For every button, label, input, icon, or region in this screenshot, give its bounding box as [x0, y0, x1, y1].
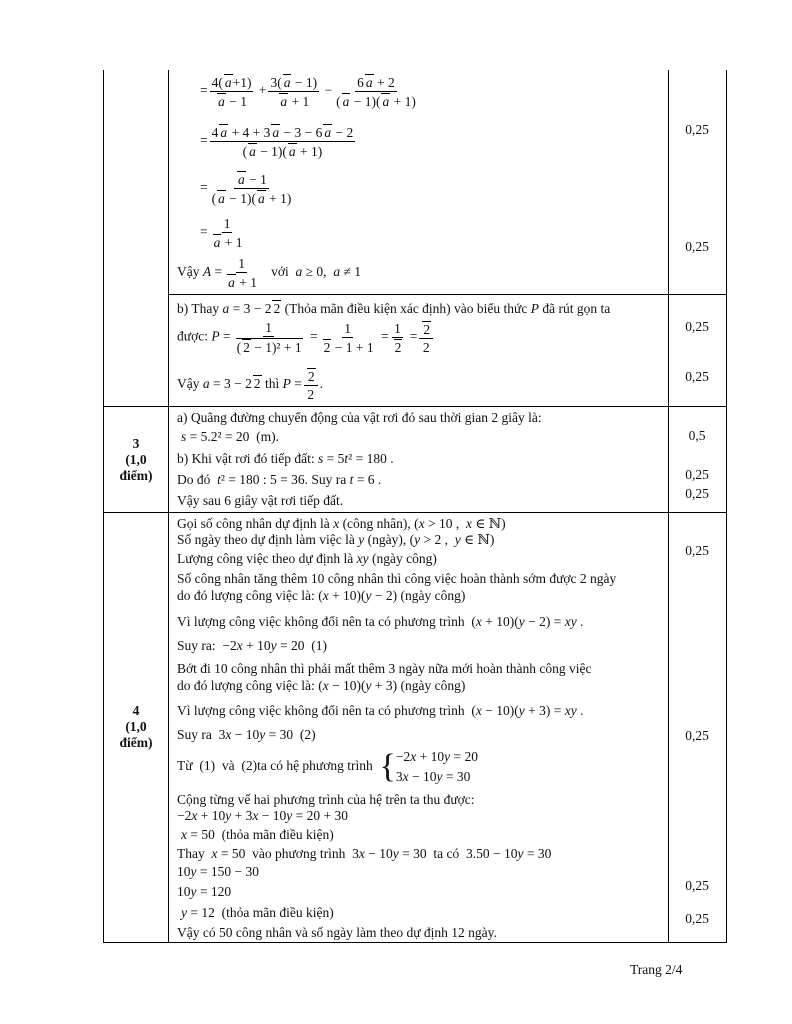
q4-line-14: −2x + 10y + 3x − 10y = 20 + 30 — [177, 808, 348, 823]
page-number: Trang 2/4 — [630, 962, 683, 977]
q4-line-2: Số ngày theo dự định làm việc là y (ngày), (y > 2 , y ∈ ℕ) — [177, 532, 495, 547]
table-border-left — [103, 70, 104, 943]
conclusion-2a: Vậy A = $\frac{1}{a + 1}$ với a ≥ 0, a ≠ 1 — [177, 256, 361, 290]
question-3-label — [104, 436, 168, 484]
answer-2b-vay: Vậy — [177, 376, 200, 392]
q4-l5-text: do đó lượng công việc là: — [177, 588, 315, 603]
answer-2b-text2: (Thỏa mãn điều kiện xác định) vào biểu thức — [284, 301, 528, 316]
q4-l11-text: Suy ra — [177, 727, 212, 742]
q4-line-5: do đó lượng công việc là: (x + 10)(y − 2) (ngày công) — [177, 588, 466, 603]
row-divider-q4 — [103, 512, 726, 513]
q4-l16-text: Thay — [177, 846, 205, 861]
q4-l15b-text: (thỏa mãn điều kiện) — [221, 827, 334, 842]
q4-l10-text: Vì lượng công việc không đổi nên ta có phương trình — [177, 703, 465, 718]
equation-step-3: = $\frac{a - 1}{( a - 1)( a + 1)}$ — [200, 172, 292, 206]
vay-label: Vậy — [177, 264, 200, 280]
table-divider-2 — [668, 70, 669, 943]
q4-line-20: Vậy có 50 công nhân và số ngày làm theo dự định 12 ngày. — [177, 925, 497, 940]
q3-b-line: b) Khi vật rơi đó tiếp đất: s = 5t² = 180 . — [177, 451, 394, 466]
answer-2b-text1: b) Thay — [177, 301, 220, 316]
score-3a: 0,5 — [688, 428, 706, 443]
q4-line-9: do đó lượng công việc là: (x − 10)(y + 3) (ngày công) — [177, 678, 466, 693]
answer-2b-line2: được: P = $\frac{1}{\text{( 2 − 1)² + 1}}$ = $\frac{1}{2 - 1 + 1}$ = $\frac{1}{2}$ = $\frac{2}{2}$ — [177, 320, 435, 355]
q4-l1b-text: (công nhân), — [342, 516, 411, 531]
answer-2b-duoc: được: — [177, 328, 208, 344]
q4-l6-text: Vì lượng công việc không đổi nên ta có phương trình — [177, 614, 465, 629]
score-2b-1: 0,25 — [685, 319, 709, 334]
score-4-3: 0,25 — [685, 878, 709, 893]
q4-l3b-text: (ngày công) — [371, 551, 437, 566]
q4-line-15: x = 50 (thỏa mãn điều kiện) — [181, 827, 334, 842]
score-2b-2: 0,25 — [685, 369, 709, 384]
q3-unit: (m). — [256, 429, 280, 444]
score-4-1: 0,25 — [685, 543, 709, 558]
q4-line-11: Suy ra 3x − 10y = 30 (2) — [177, 727, 316, 742]
equation-step-4: = $\frac{1}{a + 1}$ — [200, 216, 243, 250]
equation-step-1: = $\frac{4( a+1)}{a - 1}$ + $\frac{3( a - 1)}{a + 1}$ − $\frac{6 a + 2}{( a - 1)( a + 1)}$ — [200, 75, 416, 109]
q4-l9b-text: (ngày công) — [400, 678, 466, 693]
q3-suy-ra-text: . Suy ra — [304, 472, 347, 487]
q4-line-16: Thay x = 50 vào phương trình 3x − 10y = 30 ta có 3.50 − 10y = 30 — [177, 846, 552, 861]
question-4-number: 4 — [132, 703, 140, 718]
score-3b-2: 0,25 — [685, 486, 709, 501]
row-divider-2b — [168, 294, 726, 295]
q4-line-19: y = 12 (thỏa mãn điều kiện) — [181, 905, 334, 920]
q4-l2b-text: (ngày), — [367, 532, 407, 547]
q4-line-18: 10y = 120 — [177, 884, 232, 899]
q4-l3-text: Lượng công việc theo dự định là — [177, 551, 354, 566]
question-4-points: (1,0 — [125, 719, 147, 734]
q3-a-result: s = 5.2² = 20 (m). — [181, 429, 280, 444]
q4-l12b-text: và — [221, 758, 235, 774]
table-divider-1 — [168, 70, 169, 943]
score-2a-2: 0,25 — [685, 239, 709, 254]
q3-do-do-text: Do đó — [177, 472, 211, 487]
question-3-points-unit: điểm) — [119, 468, 153, 483]
with-label: với — [271, 264, 289, 280]
q4-line-7: Suy ra: −2x + 10y = 20 (1) — [177, 638, 327, 653]
q4-l7-text: Suy ra: — [177, 638, 216, 653]
table-border-right — [726, 70, 727, 943]
q4-line-3: Lượng công việc theo dự định là xy (ngày công) — [177, 551, 437, 566]
table-border-bottom — [103, 942, 726, 943]
question-3-points: (1,0 — [125, 452, 147, 467]
question-4-points-unit: điểm) — [119, 735, 153, 750]
equation-step-2: = $\frac{4 a + 4 + 3 a - 3 - 6 a - 2}{( a - 1)( a + 1)}$ — [200, 125, 354, 159]
q4-line-6: Vì lượng công việc không đổi nên ta có phương trình (x + 10)(y − 2) = xy . — [177, 614, 584, 629]
score-4-4: 0,25 — [685, 911, 709, 926]
q4-line-8: Bớt đi 10 công nhân thì phải mất thêm 3 ngày nữa mới hoàn thành công việc — [177, 661, 592, 676]
q3-b-text: b) Khi vật rơi đó tiếp đất: — [177, 451, 315, 466]
answer-2b-line1: b) Thay a = 3 − 2 2 (Thỏa mãn điều kiện xác định) vào biểu thức P đã rút gọn ta — [177, 301, 611, 316]
q4-line-4: Số công nhân tăng thêm 10 công nhân thì công việc hoàn thành sớm được 2 ngày — [177, 571, 617, 586]
q3-b-do-do: Do đó t² = 180 : 5 = 36. Suy ra t = 6 . — [177, 472, 382, 487]
answer-2b-line3: Vậy a = 3 − 2 2 thì P = $\frac{2}{2}$ . — [177, 369, 323, 402]
question-3-number: 3 — [132, 436, 140, 451]
q4-line-12: Từ (1) và (2)ta có hệ phương trình { −2x + 10y = 20 3x − 10y = 30 — [177, 748, 478, 785]
q4-line-10: Vì lượng công việc không đổi nên ta có phương trình (x − 10)(y + 3) = xy . — [177, 703, 584, 718]
q4-line-1: Gọi số công nhân dự định là x (công nhân), (x > 10 , x ∈ ℕ) — [177, 516, 506, 531]
q4-l12c-text: ta có hệ phương trình — [257, 758, 373, 774]
answer-2b-text3: đã rút gọn ta — [542, 301, 611, 316]
q4-l2-text: Số ngày theo dự định làm việc là — [177, 532, 355, 547]
score-3b-1: 0,25 — [685, 467, 709, 482]
score-2a-1: 0,25 — [685, 122, 709, 137]
q4-l19b-text: (thỏa mãn điều kiện) — [221, 905, 334, 920]
q4-l9-text: do đó lượng công việc là: — [177, 678, 315, 693]
q4-l1-text: Gọi số công nhân dự định là — [177, 516, 330, 531]
q4-line-17: 10y = 150 − 30 — [177, 864, 259, 879]
q4-line-13: Cộng từng vế hai phương trình của hệ trên ta thu được: — [177, 792, 475, 807]
q4-l5b-text: (ngày công) — [400, 588, 466, 603]
q4-l12-text: Từ — [177, 758, 193, 774]
q4-l16b-text: vào phương trình — [252, 846, 346, 861]
question-4-label — [104, 703, 168, 751]
answer-2b-thi: thì — [264, 376, 280, 392]
row-divider-q3 — [103, 406, 726, 407]
score-4-2: 0,25 — [685, 728, 709, 743]
q4-l16c-text: ta có — [433, 846, 460, 861]
q3-conclusion: Vậy sau 6 giây vật rơi tiếp đất. — [177, 493, 344, 508]
q3-a-line: a) Quãng đường chuyển động của vật rơi đó sau thời gian 2 giây là: — [177, 410, 542, 425]
